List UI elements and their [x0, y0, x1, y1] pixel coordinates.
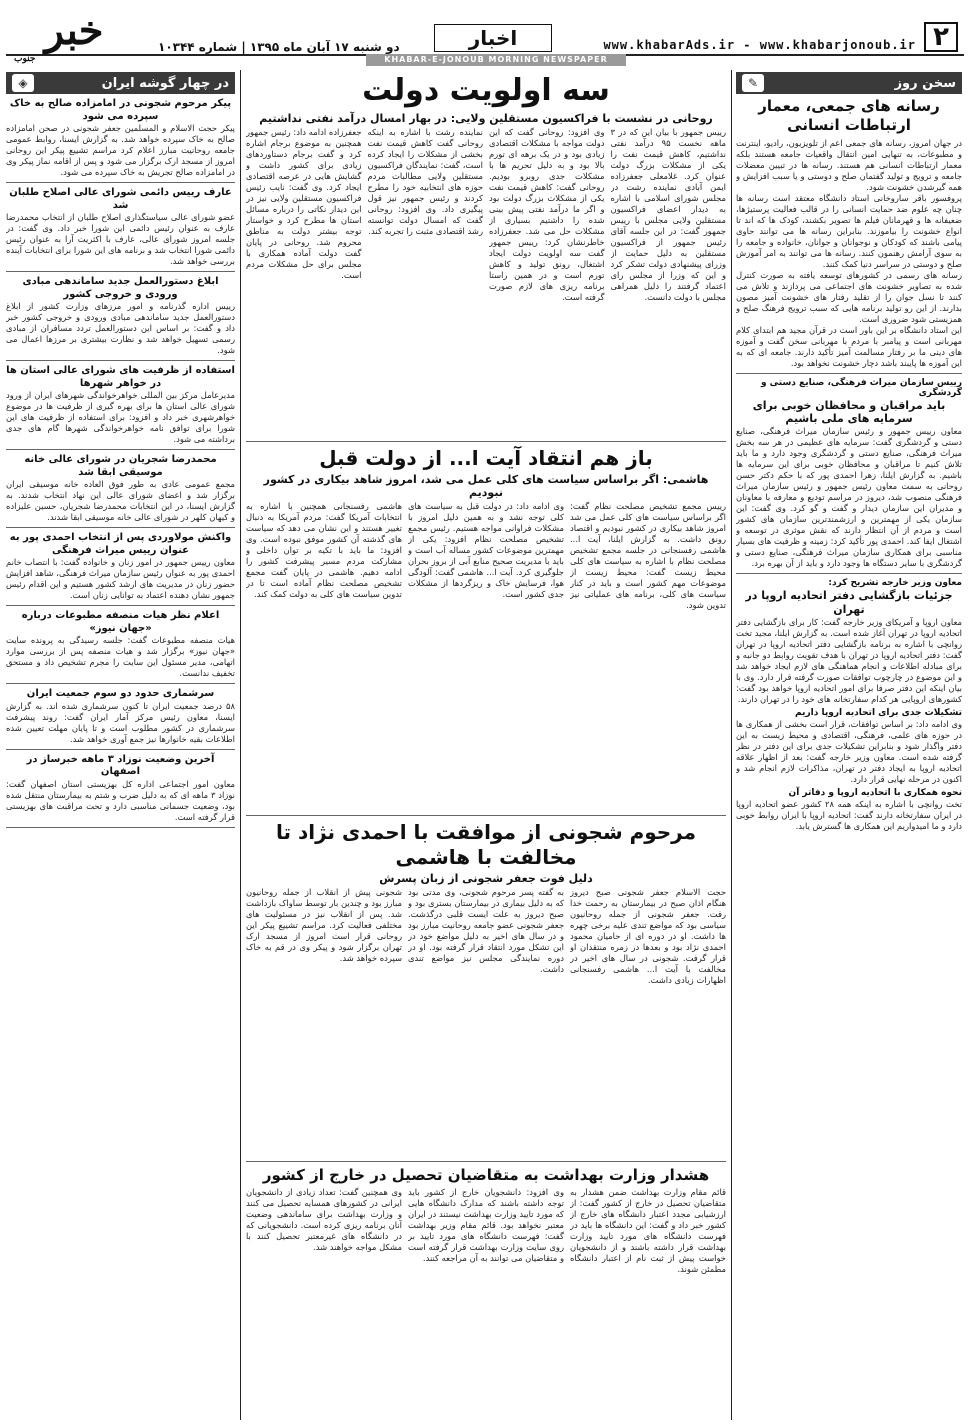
article-text: شجونی پیش از انقلاب از جمله روحانیون مبارز بود و چندین بار توسط ساواک بازداشت شد. پس از انقلاب نیز در مسئولیت های مختلفی فعالیت کرد. مراسم تشییع پیکر این روحانی قرار است امروز از مسجد ارک تهران برگزار شود و پیکر وی در قم به خاک سپرده خواهد شد. [246, 886, 402, 963]
quill-icon: ✎ [742, 74, 764, 92]
news-brief-body: هیات منصفه مطبوعات گفت: جلسه رسیدگی به پرونده سایت «جهان نیوز» برگزار شد و هیات منصفه پس از بررسی موارد اتهامی، مدیر مسئول این سایت را مجرم تشخیص داد و مستحق تخفیف ندانست. [6, 635, 235, 678]
divider [246, 441, 726, 442]
fourth-headline: هشدار وزارت بهداشت به متقاضیان تحصیل در خارج از کشور [262, 1165, 710, 1184]
news-brief-title: آخرین وضعیت نوزاد ۳ ماهه خبرساز در اصفهان [26, 753, 215, 777]
news-brief-title: اعلام نظر هیات منصفه مطبوعات درباره «جهان نیوز» [21, 610, 220, 634]
fourth-story-columns [246, 1187, 726, 1357]
divider [6, 449, 235, 450]
news-brief-body: مجمع عمومی عادی به طور فوق العاده خانه موسیقی ایران برگزار شد و اعضای شورای عالی این نهاد انتخاب شدند. به گزارش ایسنا، در این انتخابات محمدرضا شجریان، حسین علیزاده و کیهان کلهر در شورای عالی خانه موسیقی ابقا شدند. [6, 479, 235, 522]
divider [6, 749, 235, 750]
news-brief [6, 754, 235, 828]
main-subheadline: روحانی در نشست با فراکسیون مستقلین ولایی: در بهار امسال درآمد نفتی نداشتیم [259, 111, 713, 125]
divider [6, 271, 235, 272]
news-brief-body: معاون امور اجتماعی اداره کل بهزیستی استان اصفهان گفت: نوزاد ۳ ماهه ای که به دلیل ضرب و شتم به بیمارستان منتقل شده بود، وضعیت جسمانی مناسبی دارد و تحت مراقبت های بهزیستی قرار گرفته است. [6, 778, 235, 822]
news-brief-body: معاون رییس جمهور در امور زنان و خانواده گفت: با انتصاب خانم احمدی پور به عنوان رئیس سازمان میراث فرهنگی، شاهد افزایش حضور زنان در مدیریت های ارشد کشور هستیم و این اقدام رئیس جمهور نشان دهنده اعتماد به توانایی زنان است. [6, 557, 235, 600]
news-brief-title: عارف رییس دائمی شورای عالی اصلاح طلبان شد [9, 187, 232, 211]
article-text: نماینده رشت با اشاره به اینکه روحانی گفت کاهش قیمت نفت بخشی از مشکلات را ایجاد کرده است، گفت: نمایندگان فراکسیون مستقلین ولایی مطالبات مردم حوزه های انتخابیه خود را مطرح کردند و رئیس جمهور نیز قول پیگیری داد. وی افزود: روحانی گفت که امسال دولت توانسته رشد اقتصادی مثبت را تجربه کند. [367, 126, 483, 236]
editorial-body-1: در جهان امروز، رسانه های جمعی اعم از تلویزیون، رادیو، اینترنت و مطبوعات، به تنهایی امین انتقال واقعیات جامعه هستند بلکه معمار ارتباطات انسانی هم هستند. رسانه ها در تبیین معضلات جامعه و ترویج و تولید گفتمان صلح و دوستی و یا سبب افزایش و همه گیرشدن خشونت شود. [736, 137, 962, 192]
third-story-columns [246, 887, 726, 1157]
center-column [246, 72, 726, 1422]
page-number: ۲ [924, 22, 958, 52]
story-body: معاون اروپا و آمریکای وزیر خارجه گفت: کار برای بازگشایی دفتر اتحادیه اروپا در تهران آغاز شده است. به گزارش ایلنا، مجید تخت روانچی با اشاره به برنامه بازگشایی دفتر اتحادیه اروپا در تهران گفت: دفتر اتحادیه اروپا در تهران با هدف تقویت روابط دو جانبه و برای مبادله اطلاعات و انجام هماهنگی های لازم ایجاد خواهد شد و این موضوع در چارچوب توافقات صورت گرفته قرار دارد. وی با بیان اینکه این دفتر صرفا برای امور اتحادیه اروپا خواهد بود گفت: کشورهای اروپایی هر کدام سفارتخانه های خود را در تهران دارند. [736, 616, 962, 704]
news-brief-body: عضو شورای عالی سیاستگذاری اصلاح طلبان از انتخاب محمدرضا عارف به عنوان رئیس دائمی این شورا خبر داد. وی گفت: در جلسه امروز شورای عالی، عارف با اکثریت آرا به عنوان رئیس دائمی شورا انتخاب شد و برنامه های این شورا برای انتخابات آینده بررسی خواهد شد. [6, 212, 235, 266]
news-brief-body: پیکر حجت الاسلام و المسلمین جعفر شجونی در صحن امامزاده صالح به خاک سپرده خواهد شد. به گزارش ایسنا، روابط عمومی جامعه روحانیت مبارز اعلام کرد مراسم تشییع پیکر این روحانی امروز از مسجد ارک برگزار می شود و پس از اقامه نماز پیکر وی در امامزاده صالح تجریش به خاک سپرده می شود. [6, 123, 235, 177]
article-text: قائم مقام وزارت بهداشت ضمن هشدار به متقاضیان تحصیل در خارج از کشور گفت: از ارزشیابی مجدد اعتبار دانشگاه های خارج از کشور خبر داد و گفت: این دانشگاه ها باید در فهرست دانشگاه های مورد تایید وزارت بهداشت قرار داشته باشند و از دانشجویان خواست پیش از ثبت نام از اعتبار دانشگاه مطمئن شوند. [570, 1187, 726, 1275]
news-brief-body: مدیرعامل مرکز بین المللی خواهرخواندگی شهرهای ایران از ورود شورای عالی استان ها برای بهره گیری از ظرفیت ها در موضوع خواهرشهری خبر داد و افزود: برای استفاده از ظرفیت های این شورا برای توافق نامه خواهرخواندگی شهرها گام های جدی برداشته می شود. [6, 390, 235, 444]
news-brief-body: رییس اداره گذرنامه و امور مرزهای وزارت کشور از ابلاغ دستورالعمل جدید ساماندهی مبادی ورودی و خروجی کشور خبر داد و گفت: بر اساس این دستورالعمل تردد مسافران از مبادی رسمی تسهیل خواهد شد و نظارت بیشتری بر مرزها اعمال می شود. [6, 301, 235, 355]
divider [6, 683, 235, 684]
left-column [6, 72, 235, 1422]
divider [6, 527, 235, 528]
divider [246, 1161, 726, 1162]
article-text: وی همچنین گفت: تعداد زیادی از دانشجویان ایرانی در کشورهای همسایه تحصیل می کنند و وزارت بهداشت برای ساماندهی وضعیت آنان برنامه ریزی کرده است. دانشجویانی که در دانشگاه های غیرمعتبر تحصیل کنند با مشکل مواجه خواهند شد. [246, 1187, 402, 1253]
column-rule-left [240, 70, 241, 1420]
story-lead: رییس سازمان میراث فرهنگی، صنایع دستی و گردشگری [760, 377, 962, 398]
story-lead: معاون وزیر خارجه تشریح کرد: [828, 578, 962, 588]
news-brief-title: سرشماری حدود دو سوم جمعیت ایران [26, 688, 215, 699]
article-text: وی افزود: روحانی گفت که این دولت مواجه با مشکلات اقتصادی زیادی بود و در یک برهه ای تورم بالا بود و به دلیل تحریم ها با مشکلات جدی روبرو بودیم. روحانی گفت: کاهش قیمت نفت یکی از مشکلات بزرگ دولت بود و اگر ما درآمد نفتی پیش بینی شده را داشتیم بسیاری از مشکلات حل می شد. جعفرزاده خاطرنشان کرد: رییس جمهور گفت سه اولویت دولت ایجاد اشتغال، رونق تولید و کاهش تورم است و در همین راستا برنامه ریزی های لازم صورت گرفته است. [489, 126, 605, 302]
tag-label: در چهار گوشه ایران [101, 75, 229, 91]
article-text: جعفرزاده ادامه داد: رئیس جمهور همچنین به موضوع برجام اشاره کرد و گفت برجام دستاوردهای زیادی برای کشور داشت و گشایش هایی در عرصه اقتصادی ایجاد کرد. وی گفت: نایب رئیس فراکسیون مستقلین ولایی نیز در این دیدار نکاتی را درباره مسائل استان ها مطرح کرد و خواستار توجه بیشتر دولت به مناطق محروم شد. روحانی در پایان گفت دولت آماده همکاری با مجلس برای حل مشکلات مردم است. [246, 126, 362, 280]
main-story-columns [246, 127, 726, 437]
news-brief [6, 688, 235, 750]
tag-label: سخن روز [894, 75, 956, 91]
news-brief-list [6, 98, 235, 828]
divider [736, 373, 962, 374]
divider [6, 605, 235, 606]
editorial-title: رسانه های جمعی، معمار ارتباطات انسانی [758, 97, 940, 134]
newspaper-band: KHABAR-E-JONOUB MORNING NEWSPAPER [366, 54, 626, 66]
column-tag-sokhan [736, 72, 962, 94]
main-headline: سه اولویت دولت [362, 73, 610, 108]
news-brief-title: پیکر مرحوم شجونی در امامزاده صالح به خاک سپرده می شود [9, 98, 232, 122]
story-title: باید مراقبان و محافظان خوبی برای سرمایه های ملی باشیم [752, 398, 946, 426]
column-rule-right [731, 70, 732, 1420]
news-brief [6, 365, 235, 450]
article-text: رییس مجمع تشخیص مصلحت نظام گفت: اگر براساس سیاست های کلی عمل می شد امروز شاهد بیکاری در کشور نبودیم و اقتصاد رونق داشت. به گزارش ایلنا، آیت ا... هاشمی رفسنجانی در جلسه مجمع تشخیص مصلحت نظام با اشاره به سیاست های کلی محیط زیست گفت: محیط زیست از موضوعات مهم کشور است و باید در کنار سیاست های کلی، برنامه های عملیاتی نیز تدوین شود. [570, 500, 726, 610]
second-subheadline: هاشمی: اگر براساس سیاست های کلی عمل می شد، امروز شاهد بیکاری در کشور نبودیم [263, 472, 709, 499]
news-brief [6, 610, 235, 684]
website-url[interactable]: www.khabarAds.ir - www.khabarjonoub.ir [603, 38, 916, 52]
column-tag-iran [6, 72, 235, 94]
article-text: حجت الاسلام جعفر شجونی صبح دیروز هنگام اذان صبح در بیمارستان به رحمت خدا رفت. جعفر شجونی از جمله روحانیون سیاسی بود که مواضع تندی علیه برخی چهره ها داشت. او در دوره ای از حامیان محمود احمدی نژاد بود و بعدها در زمره منتقدان او قرار گرفت. شجونی در سال های اخیر در مخالفت با آیت ا... هاشمی رفسنجانی اظهارات زیادی داشت. [570, 886, 726, 985]
article-text: رییس جمهور با بیان این که در ۳ ماهه نخست ۹۵ درآمد نفتی نداشتیم، کاهش قیمت نفت را یکی از مشکلات بزرگ دولت عنوان کرد. غلامعلی جعفرزاده ایمن آبادی نماینده رشت در مجلس شورای اسلامی با اشاره به دیدار اعضای فراکسیون مستقلین ولایی مجلس با رییس جمهور گفت: در این جلسه آقای رئیس جمهور از فراکسیون مستقلین به دلیل حمایت از وزرای پیشنهادی دولت تشکر کرد و این که وزرا از مجلس رای اعتماد گرفتند را دلیل همراهی مجلس با دولت دانست. [610, 126, 726, 302]
divider [736, 573, 962, 574]
editorial-body-4: این استاد دانشگاه بر این باور است در قرآن مجید هم ابتدای کلام مهربانی است و پیامبر با مردم با مهربانی سخن گفت و آموزه های دینی ما بر رفتار مسالمت آمیز تأکید دارند. جامعه ای که به این آموزه ها پایبند باشد دچار خشونت نخواهد بود. [736, 324, 962, 368]
news-brief-title: محمدرضا شجریان در شورای عالی خانه موسیقی ابقا شد [24, 454, 217, 478]
divider [246, 815, 726, 816]
article-text: هاشمی رفسنجانی همچنین با اشاره به انتخابات آمریکا گفت: مردم آمریکا به دنبال تغییر هستند و این نشان می دهد که سیاست های گذشته آن کشور موفق نبوده است. وی افزود: ما باید با تکیه بر توان داخلی و مشارکت مردم مسیر پیشرفت کشور را ادامه دهیم. هاشمی در پایان گفت مجمع تشخیص مصلحت نظام آماده است تا در تدوین سیاست های کلی به دولت کمک کند. [246, 500, 402, 599]
news-brief [6, 454, 235, 528]
logo-text: خبر [44, 7, 104, 54]
logo-sub: جنوب [14, 54, 36, 64]
news-brief [6, 532, 235, 606]
news-brief [6, 187, 235, 272]
third-headline: مرحوم شجونی از موافقت با احمدی نژاد تا مخالفت با هاشمی [275, 819, 697, 869]
story-body: وی ادامه داد: بر اساس توافقات، قرار است بخشی از همکاری ها در حوزه های علمی، فرهنگی، اقتصادی و محیط زیست به این دفتر واگذار شود و بنابراین تشکیلات جدی برای این دفتر در نظر گرفته شده است. معاون وزیر خارجه گفت: بعد از اظهار علاقه اتحادیه اروپا به ایجاد دفتر در تهران، مذاکرات لازم انجام شد و اکنون در مرحله نهایی قرار دارد. [736, 718, 962, 784]
news-brief [6, 98, 235, 183]
divider [6, 360, 235, 361]
divider [6, 827, 235, 828]
article-text: وی افزود: دانشجویان خارج از کشور باید توجه داشته باشند که مدارک دانشگاه هایی که مورد تایید وزارت بهداشت نیستند در ایران معتبر نخواهد بود. قائم مقام وزیر بهداشت گفت: فهرست دانشگاه های مورد تایید بر روی سایت وزارت بهداشت قرار گرفته است و متقاضیان می توانند به آن مراجعه کنند. [408, 1187, 564, 1264]
story-body: معاون رییس جمهور و رئیس سازمان میراث فرهنگی، صنایع دستی و گردشگری گفت: سرمایه های عظیمی در هر سه بخش میراث فرهنگی، صنایع دستی و گردشگری وجود دارد و ما باید تلاش کنیم تا مراقبان و محافظان خوبی برای این سرمایه ها باشیم. به گزارش ایلنا، زهرا احمدی پور که با حکم دکتر حسن روحانی به سمت معاون رئیس جمهور و رئیس سازمان میراث فرهنگی منصوب شد، دیروز در مراسم تودیع و معارفه با معاونان و مدیران این سازمان دیدار و گفت و گو کرد. وی گفت: این سازمان یکی از مهمترین و ارزشمندترین سازمان های کشور است و مردم از آن انتظار دارند که نقش موثری در توسعه و اشتغال ایفا کند. احمدی پور تأکید کرد: زمینه و ظرفیت های بسیار مناسبی برای همکاری سازمان میراث فرهنگی، صنایع دستی و گردشگری با سایر دستگاه ها وجود دارد و باید از آن بهره برد. [736, 426, 962, 568]
article-text: وی ادامه داد: در دولت قبل به سیاست های کلی توجه نشد و به همین دلیل امروز با مشکلات فراوانی مواجه هستیم. رئیس مجمع تشخیص مصلحت نظام افزود: یکی از مهمترین موضوعات کشور مساله آب است و باید با مدیریت صحیح منابع آبی از بروز بحران جلوگیری کرد. آیت ا... هاشمی گفت: آلودگی هوا، فرسایش خاک و ریزگردها از مشکلات جدی کشور است. [408, 500, 564, 599]
divider [6, 182, 235, 183]
editorial-body-2: پروفسور باقر ساروخانی استاد دانشگاه معتقد است رسانه ها چنان چه علوم ضد حمایت انسانی را در قالب فعالیت پرستیژها، ضعیفانه ها و قهرمانان فیلم ها تصویر بکشند، کودک ها که اند تا انواع خشونت را بیاموزند. بنابراین رسانه ها می توانند حاوی پیامی باشند که کودکان و نوجوانان و جوانان، خانواده و جامعه را به سوی آرامش رهنمون کنند. رسانه ها می توانند به امر آموزش صلح و دوستی در سراسر دنیا کمک کنند. [736, 192, 962, 269]
right-column [736, 72, 962, 1422]
map-icon: ◈ [12, 74, 34, 92]
third-subheadline: دلیل فوت جعفر شجونی از زبان پسرش [379, 871, 593, 885]
story-subhead: نحوه همکاری با اتحادیه اروپا و دفاتر آن [788, 787, 962, 798]
news-brief-title: واکنش مولاوردی پس از انتخاب احمدی پور به عنوان رییس میراث فرهنگی [9, 532, 232, 556]
news-brief-body: ۵۸ درصد جمعیت ایران تا کنون سرشماری شده اند. به گزارش ایسنا، معاون رئیس مرکز آمار ایران گفت: روند پیشرفت سرشماری در کشور مطلوب است و تا پایان مهلت تعیین شده اطلاعات بقیه خانوارها نیز جمع آوری خواهد شد. [6, 700, 235, 744]
masthead [6, 4, 964, 64]
story-title: جزئیات بازگشایی دفتر اتحادیه اروپا در تهران [745, 589, 953, 616]
story-body: تخت روانچی با اشاره به اینکه همه ۲۸ کشور عضو اتحادیه اروپا در ایران سفارتخانه دارند گفت: اتحادیه اروپا با ایران روابط خوبی دارد و ما امیدواریم این همکاری ها گسترش یابد. [736, 798, 962, 831]
second-story-columns [246, 501, 726, 811]
section-title: اخبار [434, 24, 552, 52]
article-text: به گفته پسر مرحوم شجونی، وی مدتی بود که به دلیل بیماری در بیمارستان بستری بود و صبح دیروز به علت ایست قلبی درگذشت. جعفر شجونی عضو جامعه روحانیت مبارز بود و در سال های اخیر به دلیل مواضع خود در این تشکل مورد انتقاد قرار گرفته بود. او در دوره نمایندگی مجلس نیز مواضع تندی داشت. [408, 886, 564, 974]
story-subhead: تشکیلات جدی برای اتحادیه اروپا داریم [795, 707, 962, 718]
second-headline: باز هم انتقاد آیت ا... از دولت قبل [319, 445, 653, 470]
editorial-body-3: رسانه های رسمی در کشورهای توسعه یافته به صورت کنترل شده به تصاویر خشونت های اجتماعی می پردازند و تلاش می کنند تا نسل جوان را از تقلید رفتار های خشونت آمیز مصون بدارند. از این رو تولید برنامه هایی که سبب ترویج فرهنگ صلح و همزیستی شود ضروری است. [736, 269, 962, 324]
dateline: دو شنبه ۱۷ آبان ماه ۱۳۹۵ | شماره ۱۰۳۴۴ [158, 40, 400, 54]
newspaper-logo [14, 7, 134, 64]
news-brief-title: استفاده از ظرفیت های شورای عالی استان ها در خواهر شهرها [6, 365, 235, 389]
news-brief [6, 276, 235, 361]
news-brief-title: ابلاغ دستورالعمل جدید ساماندهی مبادی ورودی و خروجی کشور [22, 276, 219, 300]
